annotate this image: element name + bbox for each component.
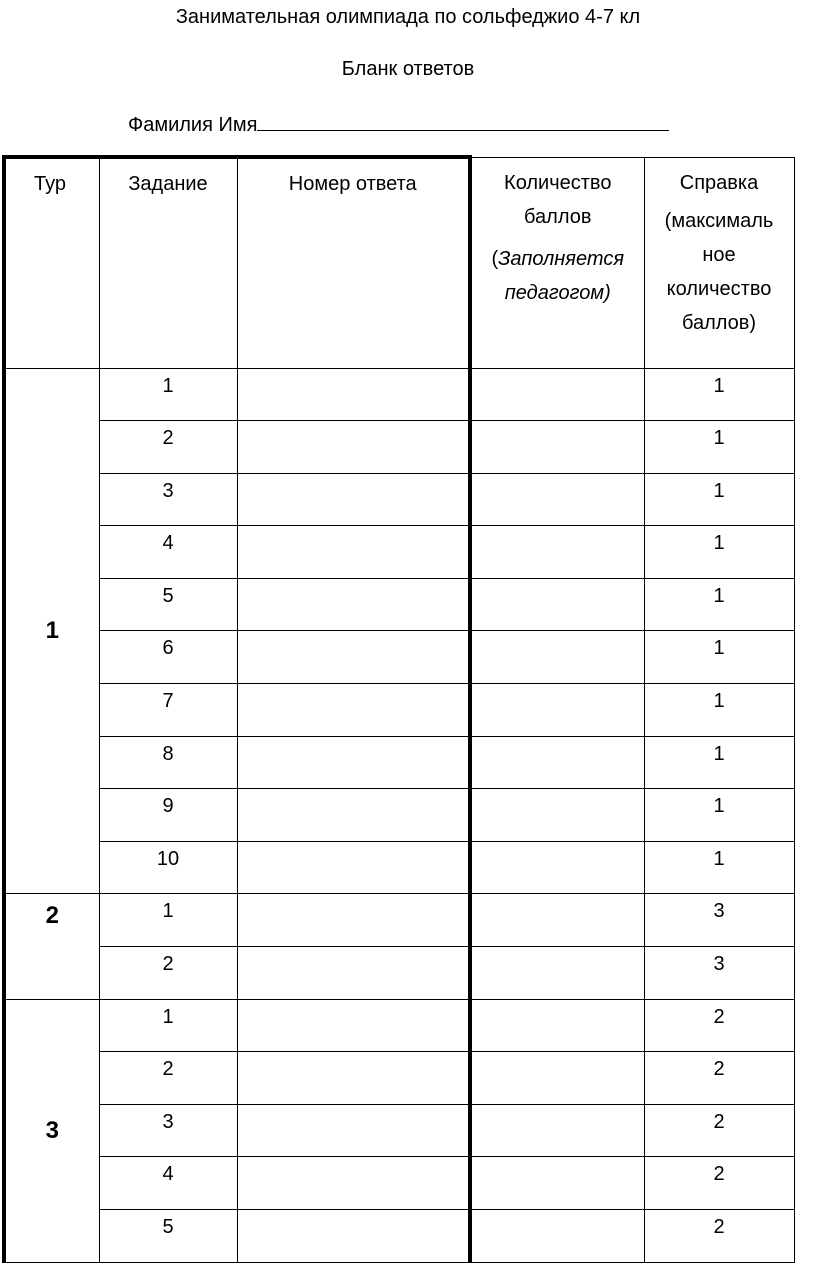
answer-input-cell[interactable] (237, 368, 470, 421)
table-row (4, 578, 794, 631)
score-header-line2: баллов (524, 205, 592, 228)
task-number-cell: 4 (99, 526, 237, 579)
score-input-cell[interactable] (470, 947, 644, 1000)
score-note-line1: Заполняется (498, 247, 625, 270)
max-score-cell: 1 (644, 684, 794, 737)
table-row (4, 1052, 794, 1105)
table-row (4, 789, 794, 842)
answer-input-cell[interactable] (237, 947, 470, 1000)
answer-input-cell[interactable] (237, 421, 470, 474)
page-title: Занимательная олимпиада по сольфеджио 4-7 кл (175, 6, 641, 28)
table-row (4, 473, 794, 526)
column-header-tour: Тур (4, 157, 99, 368)
table-row (4, 1210, 794, 1263)
score-input-cell[interactable] (470, 631, 644, 684)
max-score-cell: 1 (644, 789, 794, 842)
table-row (4, 1157, 794, 1210)
score-input-cell[interactable] (470, 1157, 644, 1210)
score-note-line2: педагогом) (504, 281, 611, 304)
task-number-cell: 2 (99, 1052, 237, 1105)
task-number-cell: 9 (99, 789, 237, 842)
answer-input-cell[interactable] (237, 789, 470, 842)
score-input-cell[interactable] (470, 1052, 644, 1105)
page-subtitle: Бланк ответов (341, 58, 475, 80)
max-score-cell: 1 (644, 526, 794, 579)
max-score-cell: 1 (644, 368, 794, 421)
task-number-cell: 1 (99, 368, 237, 421)
name-blank-line[interactable] (257, 110, 669, 131)
max-score-cell: 1 (644, 421, 794, 474)
table-row (4, 894, 794, 947)
task-number-cell: 4 (99, 1157, 237, 1210)
score-input-cell[interactable] (470, 526, 644, 579)
table-row (4, 368, 794, 421)
score-input-cell[interactable] (470, 421, 644, 474)
score-header-note (472, 242, 644, 276)
max-score-cell: 3 (644, 947, 794, 1000)
max-score-cell: 3 (644, 894, 794, 947)
task-number-cell: 2 (99, 947, 237, 1000)
max-score-cell: 1 (644, 473, 794, 526)
column-header-reference (644, 157, 794, 368)
answer-input-cell[interactable] (237, 684, 470, 737)
max-score-cell: 2 (644, 1104, 794, 1157)
answer-input-cell[interactable] (237, 1210, 470, 1263)
score-input-cell[interactable] (470, 894, 644, 947)
answer-input-cell[interactable] (237, 473, 470, 526)
task-number-cell: 5 (99, 578, 237, 631)
table-header-row (4, 157, 794, 368)
max-score-cell: 2 (644, 1210, 794, 1263)
table-row (4, 526, 794, 579)
answer-input-cell[interactable] (237, 736, 470, 789)
max-score-cell: 2 (644, 1052, 794, 1105)
name-field (128, 110, 669, 137)
column-header-task: Задание (99, 157, 237, 368)
max-score-cell: 2 (644, 999, 794, 1052)
name-label: Фамилия Имя (128, 114, 258, 136)
answer-input-cell[interactable] (237, 999, 470, 1052)
table-row (4, 631, 794, 684)
score-input-cell[interactable] (470, 789, 644, 842)
answer-input-cell[interactable] (237, 578, 470, 631)
task-number-cell: 1 (99, 999, 237, 1052)
max-score-cell: 2 (644, 1157, 794, 1210)
table-row (4, 684, 794, 737)
score-input-cell[interactable] (470, 1104, 644, 1157)
ref-header-line2: (максималь (664, 209, 774, 232)
table-row (4, 736, 794, 789)
answer-table (2, 155, 795, 1263)
answer-input-cell[interactable] (237, 894, 470, 947)
task-number-cell: 10 (99, 841, 237, 894)
max-score-cell: 1 (644, 578, 794, 631)
answer-input-cell[interactable] (237, 841, 470, 894)
score-note-paren: ( (491, 247, 499, 270)
task-number-cell: 2 (99, 421, 237, 474)
task-number-cell: 5 (99, 1210, 237, 1263)
task-number-cell: 3 (99, 473, 237, 526)
score-header-line1: Количество (504, 171, 612, 194)
task-number-cell: 8 (99, 736, 237, 789)
tour-number-cell: 3 (4, 999, 99, 1262)
table-row (4, 841, 794, 894)
score-input-cell[interactable] (470, 578, 644, 631)
table-row (4, 947, 794, 1000)
answer-input-cell[interactable] (237, 631, 470, 684)
task-number-cell: 3 (99, 1104, 237, 1157)
answer-input-cell[interactable] (237, 1157, 470, 1210)
task-number-cell: 7 (99, 684, 237, 737)
column-header-score (470, 157, 644, 368)
score-input-cell[interactable] (470, 999, 644, 1052)
table-row (4, 421, 794, 474)
score-input-cell[interactable] (470, 1210, 644, 1263)
max-score-cell: 1 (644, 736, 794, 789)
score-input-cell[interactable] (470, 736, 644, 789)
column-header-answer: Номер ответа (237, 157, 470, 368)
answer-input-cell[interactable] (237, 526, 470, 579)
ref-header-line4: количество (666, 277, 772, 300)
score-input-cell[interactable] (470, 473, 644, 526)
max-score-cell: 1 (644, 841, 794, 894)
table-row (4, 1104, 794, 1157)
ref-header-line3: ное (702, 243, 736, 266)
task-number-cell: 1 (99, 894, 237, 947)
ref-header-line5: баллов) (681, 311, 757, 334)
score-input-cell[interactable] (470, 684, 644, 737)
score-input-cell[interactable] (470, 368, 644, 421)
score-input-cell[interactable] (470, 841, 644, 894)
tour-number-cell: 2 (4, 894, 99, 999)
answer-input-cell[interactable] (237, 1052, 470, 1105)
table-row (4, 999, 794, 1052)
task-number-cell: 6 (99, 631, 237, 684)
ref-header-line1: Справка (679, 171, 759, 194)
answer-input-cell[interactable] (237, 1104, 470, 1157)
tour-number-cell: 1 (4, 368, 99, 894)
max-score-cell: 1 (644, 631, 794, 684)
